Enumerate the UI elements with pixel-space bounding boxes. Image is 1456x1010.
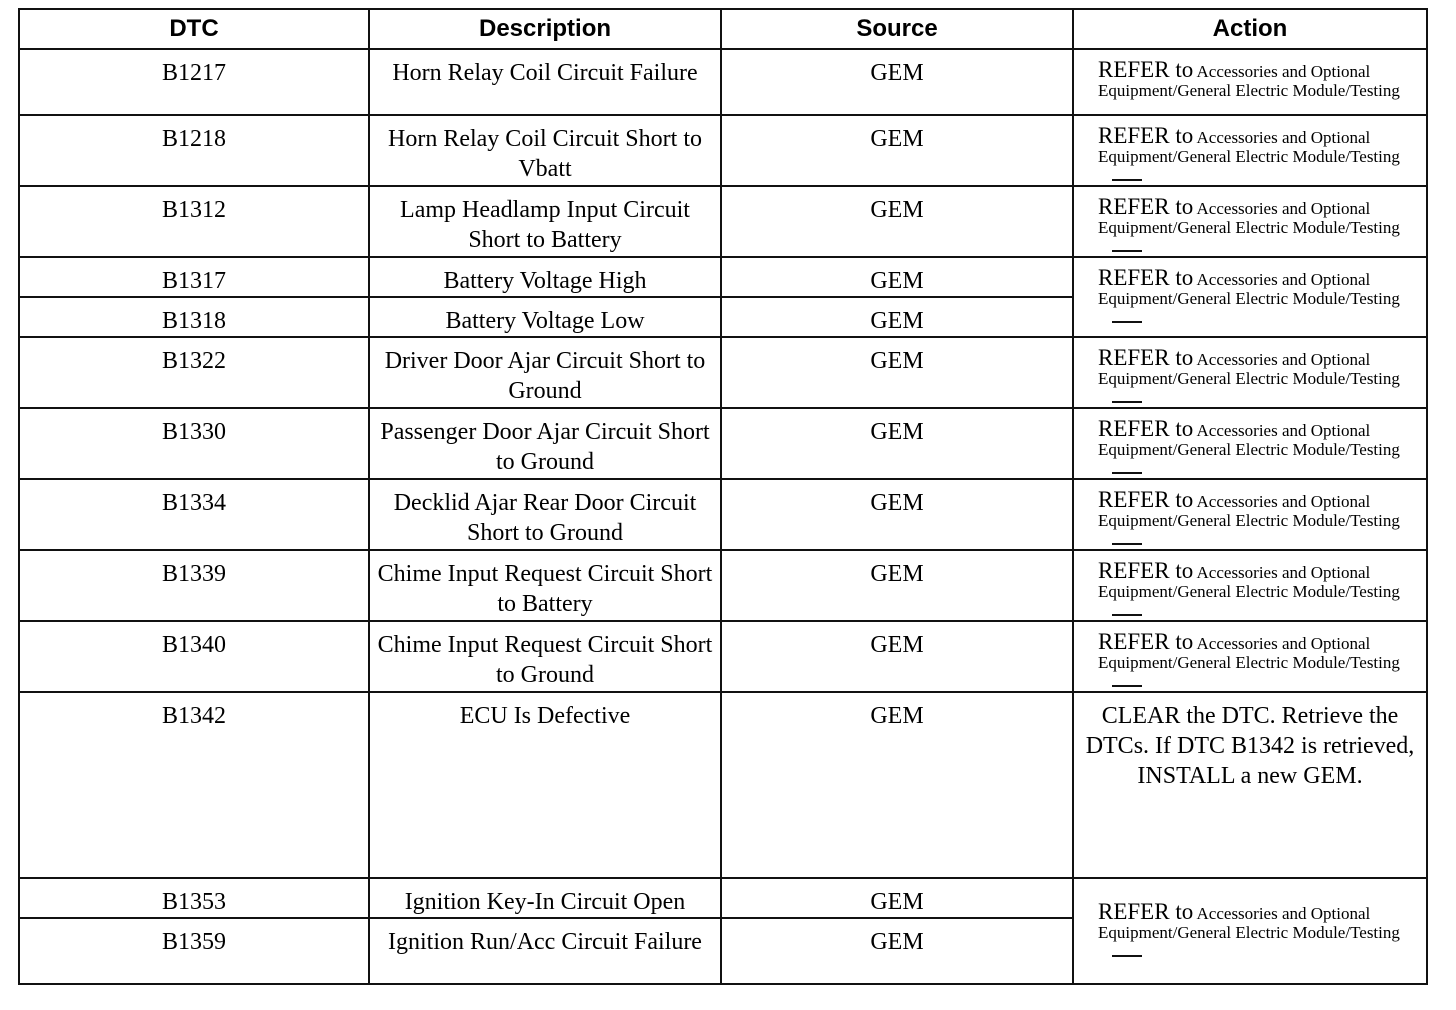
table-row: [19, 115, 1427, 186]
dtc-description: Driver Door Ajar Circuit Short to Ground: [369, 337, 721, 408]
dtc-description: Passenger Door Ajar Circuit Short to Ground: [369, 408, 721, 479]
rule-line: [1112, 955, 1142, 957]
dtc-source: GEM: [721, 408, 1073, 479]
action-refer: [1073, 550, 1427, 621]
refer-lead: REFER to: [1098, 345, 1194, 370]
refer-lead: REFER to: [1098, 57, 1194, 82]
table-row: [19, 878, 1427, 918]
table-row: [19, 49, 1427, 115]
refer-target: Accessories and Optional Equipment/General Electric Module/Testing: [1098, 421, 1400, 459]
refer-target: Accessories and Optional Equipment/General Electric Module/Testing: [1098, 903, 1400, 942]
table-row: [19, 337, 1427, 408]
refer-lead: REFER to: [1098, 558, 1194, 583]
dtc-source: GEM: [721, 49, 1073, 115]
dtc-source: GEM: [721, 621, 1073, 692]
dtc-description: Chime Input Request Circuit Short to Battery: [369, 550, 721, 621]
dtc-source: GEM: [721, 479, 1073, 550]
header-action: Action: [1073, 9, 1427, 49]
refer-target: Accessories and Optional Equipment/General Electric Module/Testing: [1098, 350, 1400, 388]
action-refer: [1073, 878, 1427, 984]
refer-lead: REFER to: [1098, 265, 1194, 290]
header-description: Description: [369, 9, 721, 49]
refer-lead: REFER to: [1098, 487, 1194, 512]
table-row: [19, 186, 1427, 257]
table-row: [19, 257, 1427, 297]
dtc-description: Chime Input Request Circuit Short to Ground: [369, 621, 721, 692]
dtc-source: GEM: [721, 878, 1073, 918]
refer-lead: REFER to: [1098, 194, 1194, 219]
rule-line: [1112, 401, 1142, 403]
refer-target: Accessories and Optional Equipment/General Electric Module/Testing: [1098, 270, 1400, 308]
table-row: [19, 692, 1427, 878]
rule-line: [1112, 614, 1142, 616]
refer-target: Accessories and Optional Equipment/General Electric Module/Testing: [1098, 62, 1400, 100]
dtc-code: B1340: [19, 621, 369, 692]
dtc-code: B1218: [19, 115, 369, 186]
dtc-source: GEM: [721, 257, 1073, 297]
refer-lead: REFER to: [1098, 416, 1194, 441]
dtc-source: GEM: [721, 297, 1073, 337]
dtc-description: Horn Relay Coil Circuit Failure: [369, 49, 721, 115]
action-refer: [1073, 479, 1427, 550]
dtc-source: GEM: [721, 186, 1073, 257]
action-refer: [1073, 257, 1427, 337]
dtc-code: B1317: [19, 257, 369, 297]
refer-target: Accessories and Optional Equipment/General Electric Module/Testing: [1098, 634, 1400, 672]
dtc-description: Ignition Key-In Circuit Open: [369, 878, 721, 918]
dtc-source: GEM: [721, 918, 1073, 984]
dtc-description: Battery Voltage High: [369, 257, 721, 297]
rule-line: [1112, 321, 1142, 323]
refer-target: Accessories and Optional Equipment/General Electric Module/Testing: [1098, 563, 1400, 601]
dtc-description: Horn Relay Coil Circuit Short to Vbatt: [369, 115, 721, 186]
table-row: [19, 621, 1427, 692]
refer-target: Accessories and Optional Equipment/General Electric Module/Testing: [1098, 199, 1400, 237]
refer-target: Accessories and Optional Equipment/General Electric Module/Testing: [1098, 128, 1400, 166]
table-row: [19, 550, 1427, 621]
dtc-code: B1353: [19, 878, 369, 918]
table-row: [19, 408, 1427, 479]
dtc-table: [18, 8, 1428, 985]
rule-line: [1112, 179, 1142, 181]
table-row: [19, 479, 1427, 550]
header-source: Source: [721, 9, 1073, 49]
action-refer: [1073, 49, 1427, 115]
rule-line: [1112, 543, 1142, 545]
dtc-code: B1359: [19, 918, 369, 984]
action-refer: [1073, 186, 1427, 257]
dtc-code: B1312: [19, 186, 369, 257]
dtc-source: GEM: [721, 337, 1073, 408]
dtc-code: B1217: [19, 49, 369, 115]
action-refer: [1073, 337, 1427, 408]
dtc-source: GEM: [721, 692, 1073, 878]
action-refer: [1073, 408, 1427, 479]
dtc-code: B1330: [19, 408, 369, 479]
rule-line: [1112, 472, 1142, 474]
rule-line: [1112, 685, 1142, 687]
dtc-description: Lamp Headlamp Input Circuit Short to Battery: [369, 186, 721, 257]
refer-lead: REFER to: [1098, 898, 1194, 924]
refer-target: Accessories and Optional Equipment/General Electric Module/Testing: [1098, 492, 1400, 530]
action-refer: [1073, 115, 1427, 186]
dtc-code: B1334: [19, 479, 369, 550]
dtc-code: B1318: [19, 297, 369, 337]
dtc-description: Decklid Ajar Rear Door Circuit Short to Ground: [369, 479, 721, 550]
action-refer: [1073, 621, 1427, 692]
dtc-source: GEM: [721, 550, 1073, 621]
dtc-description: Ignition Run/Acc Circuit Failure: [369, 918, 721, 984]
dtc-description: ECU Is Defective: [369, 692, 721, 878]
dtc-code: B1342: [19, 692, 369, 878]
header-row: [19, 9, 1427, 49]
header-dtc: DTC: [19, 9, 369, 49]
refer-lead: REFER to: [1098, 123, 1194, 148]
dtc-code: B1322: [19, 337, 369, 408]
action-clear: CLEAR the DTC. Retrieve the DTCs. If DTC B1342 is retrieved, INSTALL a new GEM.: [1073, 692, 1427, 878]
dtc-code: B1339: [19, 550, 369, 621]
refer-lead: REFER to: [1098, 629, 1194, 654]
dtc-source: GEM: [721, 115, 1073, 186]
dtc-description: Battery Voltage Low: [369, 297, 721, 337]
rule-line: [1112, 250, 1142, 252]
